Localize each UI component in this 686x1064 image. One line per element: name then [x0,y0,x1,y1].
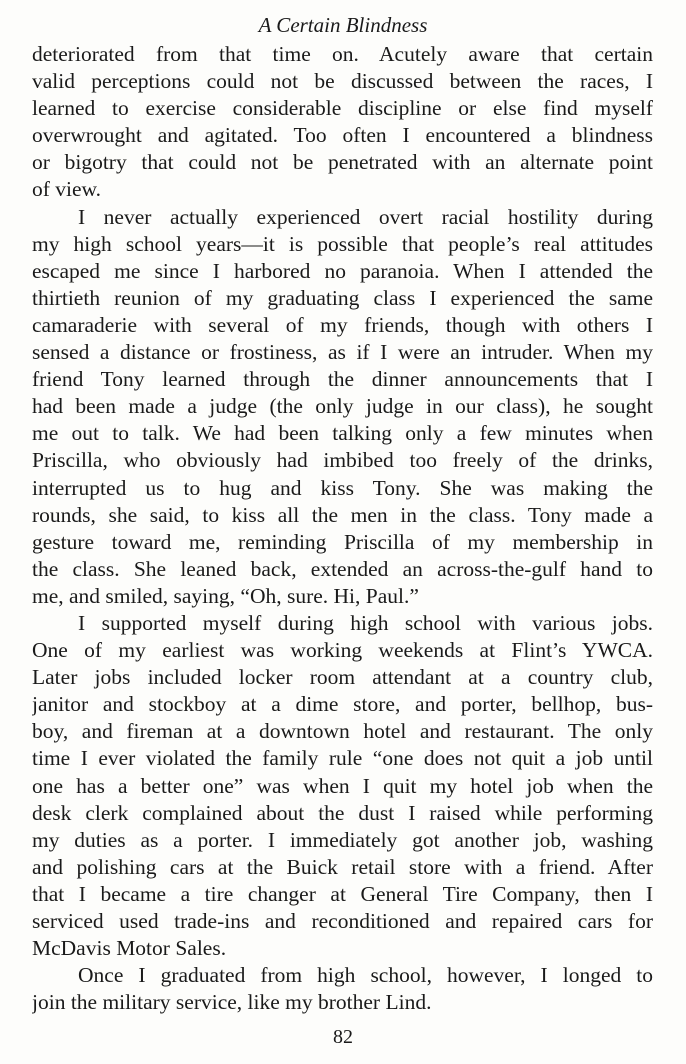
running-head: A Certain Blindness [258,13,428,37]
text-line: camaraderie with several of my friends, though with others I [32,312,653,337]
text-line: overwrought and agitated. Too often I encountered a blindness [32,123,653,148]
text-line: had been made a judge (the only judge in our class), he sought [32,394,653,419]
text-line: serviced used trade-ins and reconditioned and repaired cars for [32,909,653,933]
text-line: Later jobs included locker room attendant at a country club, [32,665,653,690]
text-line: learned to exercise considerable discipline or else find myself [32,96,653,121]
text-line: that I became a tire changer at General Tire Company, then I [32,881,653,906]
text-line: thirtieth reunion of my graduating class I experienced the same [32,285,653,310]
text-line: interrupted us to hug and kiss Tony. She was making the [32,475,653,500]
text-line: I supported myself during high school with various jobs. [78,610,653,635]
text-line: valid perceptions could not be discussed between the races, I [32,69,653,94]
text-line: janitor and stockboy at a dime store, and porter, bellhop, bus- [32,692,653,717]
text-line: desk clerk complained about the dust I raised while performing [32,800,653,825]
text-line: gesture toward me, reminding Priscilla of my membership in [32,529,653,554]
text-line: sensed a distance or frostiness, as if I were an intruder. When my [32,340,653,365]
text-line: and polishing cars at the Buick retail store with a friend. After [32,854,653,879]
body-text [32,41,653,1016]
text-line: One of my earliest was working weekends at Flint’s YWCA. [32,638,653,663]
text-line: or bigotry that could not be penetrated with an alternate point [32,150,653,175]
text-line: McDavis Motor Sales. [32,936,227,961]
text-line: one has a better one” was when I quit my hotel job when the [32,773,653,798]
text-line: I never actually experienced overt racial hostility during [78,204,653,229]
text-line: friend Tony learned through the dinner announcements that I [32,367,653,392]
text-line: escaped me since I harbored no paranoia. When I attended the [32,258,653,283]
text-line: of view. [32,177,102,202]
text-line: deteriorated from that time on. Acutely aware that certain [32,42,653,66]
page-number: 82 [333,1026,353,1048]
text-line: join the military service, like my brother Lind. [32,990,432,1015]
text-line: Priscilla, who obviously had imbibed too freely of the drinks, [32,448,653,473]
text-line: rounds, she said, to kiss all the men in the class. Tony made a [32,502,653,527]
text-line: Once I graduated from high school, however, I longed to [78,963,653,988]
text-line: my high school years—it is possible that people’s real attitudes [32,231,653,256]
text-line: my duties as a porter. I immediately got another job, washing [32,827,653,852]
text-line: boy, and fireman at a downtown hotel and restaurant. The only [32,719,653,744]
text-line: time I ever violated the family rule “one does not quit a job until [32,746,653,771]
text-line: me, and smiled, saying, “Oh, sure. Hi, Paul.” [32,583,419,608]
text-line: me out to talk. We had been talking only a few minutes when [32,421,653,446]
text-line: the class. She leaned back, extended an across-the-gulf hand to [32,556,653,581]
